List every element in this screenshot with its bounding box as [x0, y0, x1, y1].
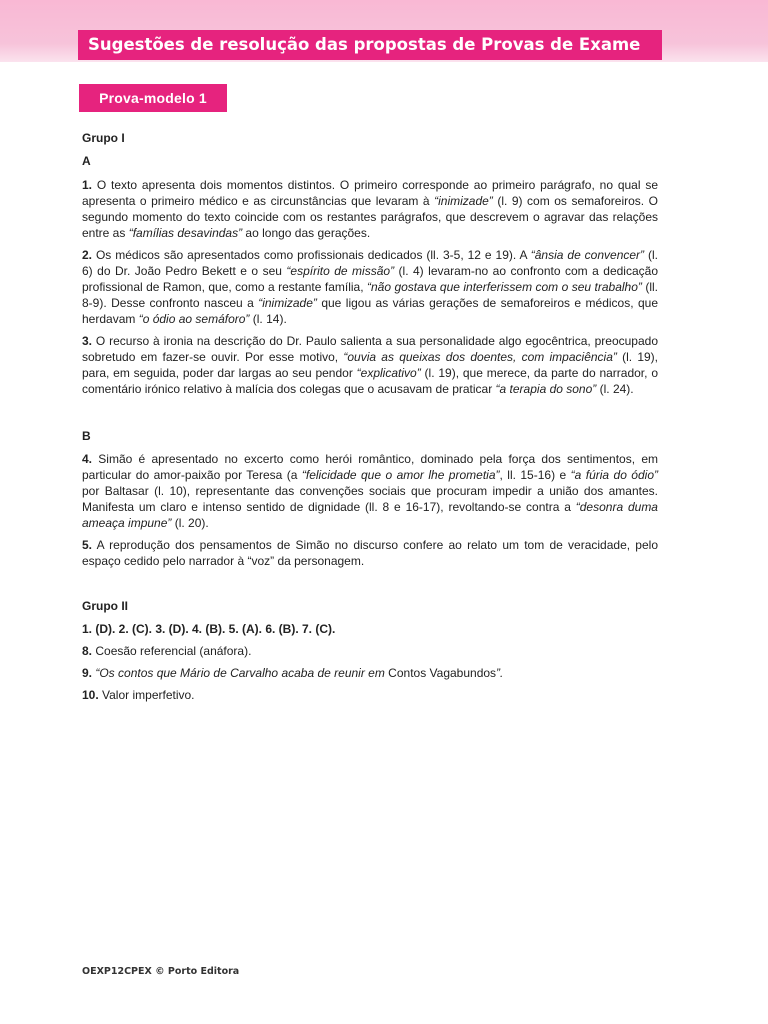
answer-8: 8. Coesão referencial (anáfora).	[82, 644, 252, 658]
answer-3: 3. O recurso à ironia na descrição do Dr. Paulo salienta a sua personalidade algo egocêntrica, preocupado sobretudo em fazer-se ouvir. Por esse motivo, “ouvia as queixas dos doentes, com impaciência” (l. 19), para, em seguida, poder dar largas ao seu pendor “explicativo” (l. 19), que merece, da parte do narrador, o comentário irónico relativo à malícia dos colegas que o acusavam de praticar “a terapia do sono” (l. 24).	[82, 334, 659, 396]
answer-4: 4. Simão é apresentado no excerto como herói romântico, dominado pela força dos sentimentos, em particular do amor-paixão por Teresa (a “felicidade que o amor lhe prometia”, ll. 15-16) e “a fúria do ódio” por Baltasar (l. 10), representante das convenções sociais que procuram impedir a união dos amantes. Manifesta um claro e intenso sentido de dignidade (ll. 8 e 16-17), revoltando-se contra a “desonra duma ameaça impune” (l. 20).	[82, 452, 658, 530]
group-1-title: Grupo I	[82, 131, 125, 145]
exam-badge: Prova-modelo 1	[79, 84, 227, 112]
page-header-title: Sugestões de resolução das propostas de Provas de Exame	[78, 30, 662, 60]
answers-content	[82, 130, 658, 703]
section-b-title: B	[82, 429, 91, 443]
answer-1: 1. O texto apresenta dois momentos distintos. O primeiro corresponde ao primeiro parágrafo, no qual se apresenta o primeiro médico e as circunstâncias que levaram à “inimizade” (l. 9) com os semaforeiros. O segundo momento do texto coincide com os restantes parágrafos, que descrevem o agravar das relações entre as “famílias desavindas” ao longo das gerações.	[82, 178, 658, 240]
answer-2: 2. Os médicos são apresentados como profissionais dedicados (ll. 3-5, 12 e 19). A “ânsia de convencer” (l. 6) do Dr. João Pedro Bekett e o seu “espírito de missão” (l. 4) levaram-no ao confronto com a dedicação profissional de Ramon, que, como a restante família, “não gostava que interferissem com o seu trabalho” (ll. 8-9). Desse confronto nasceu a “inimizade” que ligou as várias gerações de semaforeiros e médicos, que herdavam “o ódio ao semáforo” (l. 14).	[82, 248, 658, 326]
section-a-title: A	[82, 154, 91, 168]
answer-5: 5. A reprodução dos pensamentos de Simão no discurso confere ao relato um tom de veracidade, pelo espaço cedido pelo narrador à “voz” da personagem.	[82, 538, 658, 568]
answer-9: 9. “Os contos que Mário de Carvalho acaba de reunir em Contos Vagabundos”.	[82, 666, 504, 680]
footer-copyright: OEXP12CPEX © Porto Editora	[82, 966, 240, 977]
group-2-title: Grupo II	[82, 599, 128, 613]
answers-1-to-7: 1. (D). 2. (C). 3. (D). 4. (B). 5. (A). 6. (B). 7. (C).	[82, 622, 336, 636]
answer-10: 10. Valor imperfetivo.	[82, 688, 195, 702]
